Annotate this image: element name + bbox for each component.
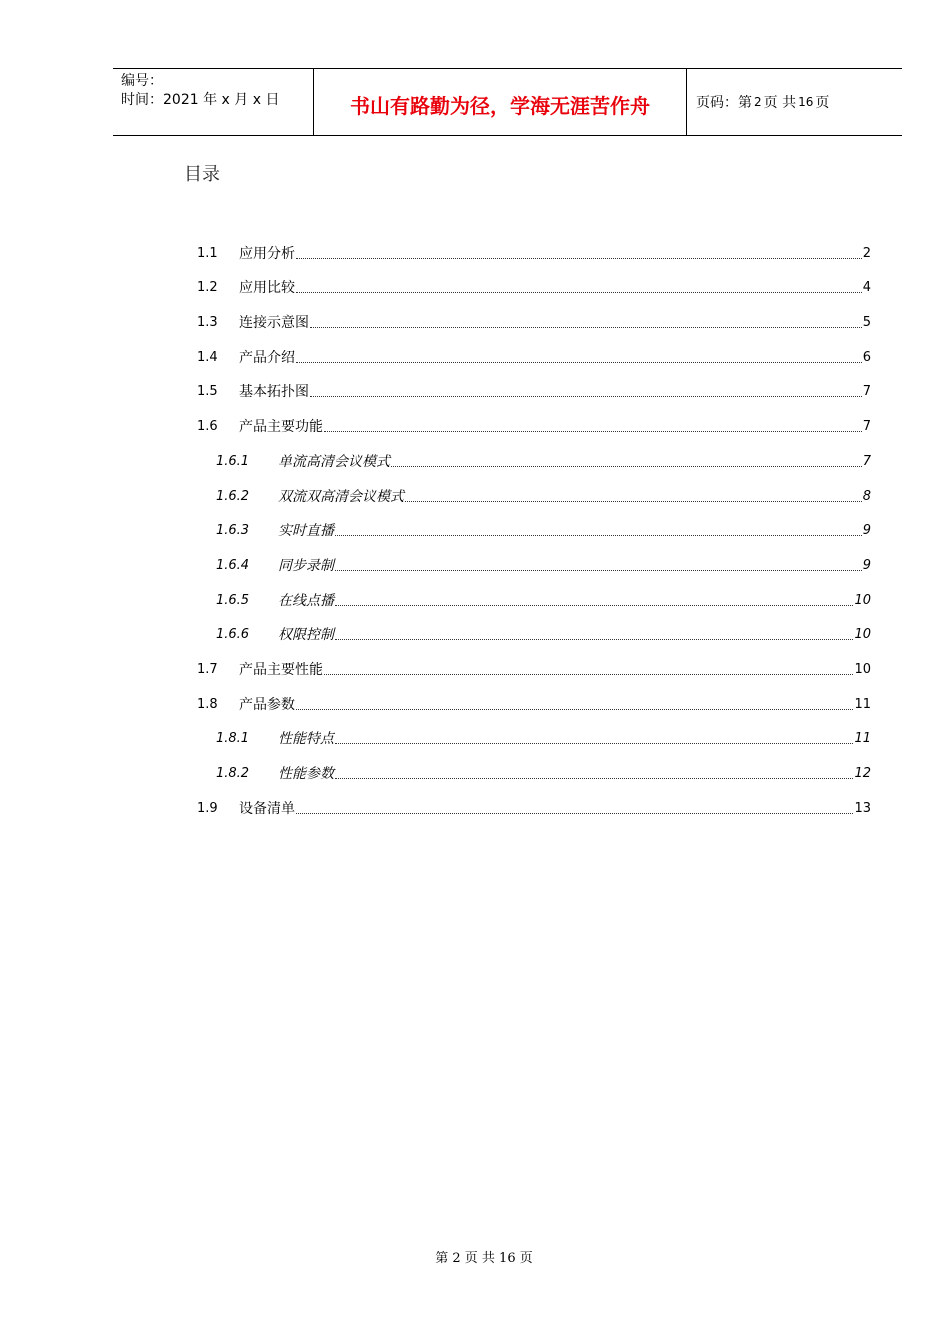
toc-entry[interactable] xyxy=(197,507,871,542)
toc-entry-title: 应用比较 xyxy=(239,280,295,297)
toc-entry-number: 1.6.6 xyxy=(216,627,250,643)
toc-entry-page: 8 xyxy=(862,488,871,504)
toc-dot-leader xyxy=(324,431,862,432)
header-motto: 书山有路勤为径，学海无涯苦作舟 xyxy=(350,93,650,118)
toc-entry-page: 4 xyxy=(862,280,871,296)
toc-entry-number: 1.6.1 xyxy=(216,453,250,469)
toc-entry[interactable] xyxy=(197,749,871,784)
toc-entry-page: 11 xyxy=(854,731,871,747)
toc-entry-page: 7 xyxy=(862,384,871,400)
toc-dot-leader xyxy=(391,466,862,467)
header-motto-cell xyxy=(314,69,687,135)
table-of-contents xyxy=(197,229,871,819)
toc-entry[interactable] xyxy=(197,368,871,403)
page-prefix: 页码：第 xyxy=(696,95,752,111)
toc-entry-title: 产品参数 xyxy=(239,696,295,713)
toc-entry-page: 11 xyxy=(854,696,871,712)
document-date: 时间：2021 年 x 月 x 日 xyxy=(121,92,280,108)
toc-entry[interactable] xyxy=(197,541,871,576)
toc-entry-title: 在线点播 xyxy=(278,592,334,609)
toc-entry[interactable] xyxy=(197,402,871,437)
toc-dot-leader xyxy=(296,292,862,293)
toc-dot-leader xyxy=(335,778,853,779)
toc-entry-number: 1.8.2 xyxy=(216,766,250,781)
toc-entry-page: 10 xyxy=(854,661,871,677)
toc-entry-title: 基本拓扑图 xyxy=(239,384,309,401)
toc-entry[interactable] xyxy=(197,333,871,368)
page-middle: 页 共 xyxy=(763,95,797,111)
page-suffix: 页 xyxy=(815,95,830,111)
toc-entry-number: 1.6.4 xyxy=(216,557,250,573)
toc-entry-title: 产品主要性能 xyxy=(239,661,323,678)
toc-entry[interactable] xyxy=(197,472,871,507)
toc-entry-page: 12 xyxy=(854,766,871,781)
toc-dot-leader xyxy=(296,813,853,814)
document-number-label: 编号： xyxy=(121,73,163,89)
toc-entry[interactable] xyxy=(197,437,871,472)
toc-entry[interactable] xyxy=(197,576,871,611)
toc-dot-leader xyxy=(335,535,862,536)
page-header xyxy=(113,68,902,136)
toc-entry-number: 1.6.3 xyxy=(216,523,250,539)
page-current: 2 xyxy=(754,95,762,109)
toc-entry-title: 权限控制 xyxy=(278,627,334,644)
toc-entry[interactable] xyxy=(197,784,871,819)
toc-entry-title: 性能特点 xyxy=(278,731,334,748)
toc-entry[interactable] xyxy=(197,715,871,750)
toc-entry[interactable] xyxy=(197,229,871,264)
toc-entry-number: 1.9 xyxy=(197,800,218,816)
toc-entry-number: 1.6 xyxy=(197,419,218,435)
toc-entry-title: 产品介绍 xyxy=(239,349,295,366)
toc-entry-page: 9 xyxy=(862,557,871,573)
toc-dot-leader xyxy=(296,258,862,259)
toc-entry-title: 性能参数 xyxy=(278,766,334,782)
toc-entry[interactable] xyxy=(197,298,871,333)
toc-entry-page: 6 xyxy=(862,349,871,365)
toc-entry-number: 1.7 xyxy=(197,661,218,677)
toc-entry-number: 1.6.5 xyxy=(216,592,250,608)
toc-dot-leader xyxy=(335,570,862,571)
toc-dot-leader xyxy=(310,396,862,397)
toc-dot-leader xyxy=(335,605,853,606)
toc-entry-title: 单流高清会议模式 xyxy=(278,453,390,470)
toc-entry-number: 1.6.2 xyxy=(216,488,250,504)
toc-dot-leader xyxy=(296,362,862,363)
toc-dot-leader xyxy=(296,709,853,710)
toc-entry-page: 7 xyxy=(862,453,871,469)
toc-entry-number: 1.5 xyxy=(197,384,218,400)
toc-entry-number: 1.1 xyxy=(197,245,218,261)
toc-entry-page: 5 xyxy=(862,315,871,331)
toc-entry-page: 9 xyxy=(862,523,871,539)
toc-entry-title: 实时直播 xyxy=(278,523,334,540)
toc-dot-leader xyxy=(335,743,853,744)
toc-entry-page: 7 xyxy=(862,419,871,435)
toc-dot-leader xyxy=(310,327,862,328)
toc-entry-page: 10 xyxy=(854,627,871,643)
toc-entry-title: 双流双高清会议模式 xyxy=(278,488,404,505)
toc-entry[interactable] xyxy=(197,611,871,646)
toc-entry-title: 连接示意图 xyxy=(239,315,309,332)
toc-dot-leader xyxy=(335,639,853,640)
toc-entry-title: 应用分析 xyxy=(239,245,295,262)
toc-entry-page: 13 xyxy=(854,800,871,816)
page-footer: 第 2 页 共 16 页 xyxy=(435,1251,533,1266)
toc-entry-number: 1.8.1 xyxy=(216,731,250,747)
toc-entry-number: 1.2 xyxy=(197,280,218,296)
toc-entry-page: 10 xyxy=(854,592,871,608)
toc-entry-title: 同步录制 xyxy=(278,557,334,574)
toc-title: 目录 xyxy=(184,164,220,185)
header-page-info xyxy=(687,69,902,135)
toc-entry-title: 产品主要功能 xyxy=(239,419,323,436)
page-total: 16 xyxy=(798,95,814,109)
toc-entry-title: 设备清单 xyxy=(239,800,295,817)
header-meta xyxy=(113,69,314,135)
toc-entry-page: 2 xyxy=(862,245,871,261)
toc-entry-number: 1.8 xyxy=(197,696,218,712)
toc-entry-number: 1.4 xyxy=(197,349,218,365)
toc-entry[interactable] xyxy=(197,264,871,299)
toc-entry[interactable] xyxy=(197,645,871,680)
toc-dot-leader xyxy=(405,501,862,502)
toc-entry[interactable] xyxy=(197,680,871,715)
toc-entry-number: 1.3 xyxy=(197,315,218,331)
toc-dot-leader xyxy=(324,674,853,675)
